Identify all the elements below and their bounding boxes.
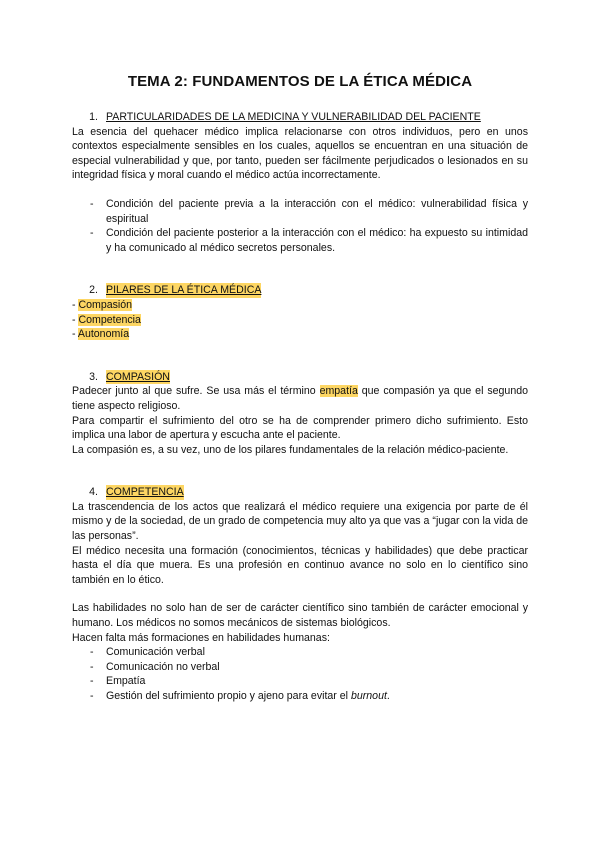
section-2-title: PILARES DE LA ÉTICA MÉDICA [106, 284, 262, 297]
section-3-heading [72, 370, 528, 385]
list-item [72, 298, 528, 313]
section-2-heading [72, 283, 528, 298]
list-item [72, 226, 528, 255]
bullet-text [106, 689, 528, 704]
bullet-dash: - [90, 227, 94, 240]
text-run: Padecer junto al que sufre. Se usa más el término [72, 385, 320, 398]
section-3-number: 3. [89, 370, 98, 383]
bullet-text: Comunicación no verbal [106, 660, 220, 673]
list-item [72, 660, 528, 675]
section-1-number: 1. [89, 111, 98, 123]
bullet-dash: - [90, 690, 94, 702]
list-item [72, 197, 528, 226]
section-4-paragraph-4: Hacen falta más formaciones en habilidades humanas: [72, 631, 330, 644]
bullet-dash: - [90, 660, 94, 673]
bullet-dash: - [90, 675, 94, 688]
section-3-title: COMPASIÓN [106, 370, 170, 383]
bullet-text: Condición del paciente posterior a la interacción con el médico: ha expuesto su intimidad y ha comunicado al médico secretos personales. [106, 227, 528, 254]
section-3-paragraph-3: La compasión es, a su vez, uno de los pilares fundamentales de la relación médico-paciente. [72, 443, 509, 456]
section-4-heading [72, 485, 528, 500]
list-item [72, 645, 528, 660]
section-4-bullet-list [72, 645, 528, 703]
section-2-number: 2. [89, 284, 98, 297]
text-run: . [386, 690, 390, 702]
bullet-text: Condición del paciente previa a la interacción con el médico: vulnerabilidad física y espiritual [106, 197, 528, 225]
highlight-empatia: empatía [319, 385, 358, 398]
list-dash: - [72, 298, 79, 311]
bullet-text: Empatía [106, 675, 146, 688]
section-1-heading [72, 110, 528, 125]
section-4-number: 4. [89, 486, 98, 499]
list-item [72, 674, 528, 689]
pillars-list [72, 298, 528, 342]
section-4-title: COMPETENCIA [106, 486, 184, 499]
text-run: que compasión ya que el segundo tiene aspecto religioso. [72, 385, 528, 412]
bullet-dash: - [90, 197, 94, 210]
section-1-paragraph: La esencia del quehacer médico implica relacionarse con otros individuos, pero en unos contextos especialmente sensibles en los cuales, aquellos se encuentran en una situación de especial vulnerabilidad y que, por tanto, pueden ser fácilmente perjudicados o lesionados en su integridad física y moral cuando el médico actúa incorrectamente. [72, 125, 528, 182]
section-1-title: PARTICULARIDADES DE LA MEDICINA Y VULNERABILIDAD DEL PACIENTE [106, 111, 481, 123]
list-dash: - [72, 313, 79, 326]
pillar-competencia: Competencia [78, 313, 141, 326]
document-title: TEMA 2: FUNDAMENTOS DE LA ÉTICA MÉDICA [127, 73, 473, 90]
section-4-paragraph-3: Las habilidades no solo han de ser de carácter científico sino también de carácter emocional y humano. Los médicos no somos mecánicos de sistemas biológicos. [72, 602, 528, 630]
list-item [72, 689, 528, 704]
section-3-paragraph-1 [72, 384, 528, 413]
list-item [72, 313, 528, 328]
list-item [72, 327, 528, 342]
section-3-paragraph-2: Para compartir el sufrimiento del otro se ha de comprender primero dicho sufrimiento. Esto implica una labor de apertura y escucha ante el paciente. [72, 414, 528, 442]
list-dash: - [72, 328, 78, 341]
pillar-compasion: Compasión [78, 298, 133, 311]
bullet-text: Comunicación verbal [106, 646, 205, 659]
section-4-paragraph-2: El médico necesita una formación (conocimientos, técnicas y habilidades) que debe practicar hasta el día que muera. Es una profesión en continuo avance no solo en lo científico sino también en lo ético. [72, 544, 528, 586]
section-1-bullet-list [72, 197, 528, 255]
pillar-autonomia: Autonomía [77, 328, 130, 341]
bullet-dash: - [90, 646, 94, 659]
section-4-paragraph-1: La trascendencia de los actos que realizará el médico requiere una exigencia por parte de él mismo y de la sociedad, de un grado de competencia muy alto ya que vas a “jugar con la vida de las personas”. [72, 500, 528, 543]
burnout-term: burnout [350, 690, 387, 702]
text-run: Gestión del sufrimiento propio y ajeno para evitar el [106, 690, 351, 702]
